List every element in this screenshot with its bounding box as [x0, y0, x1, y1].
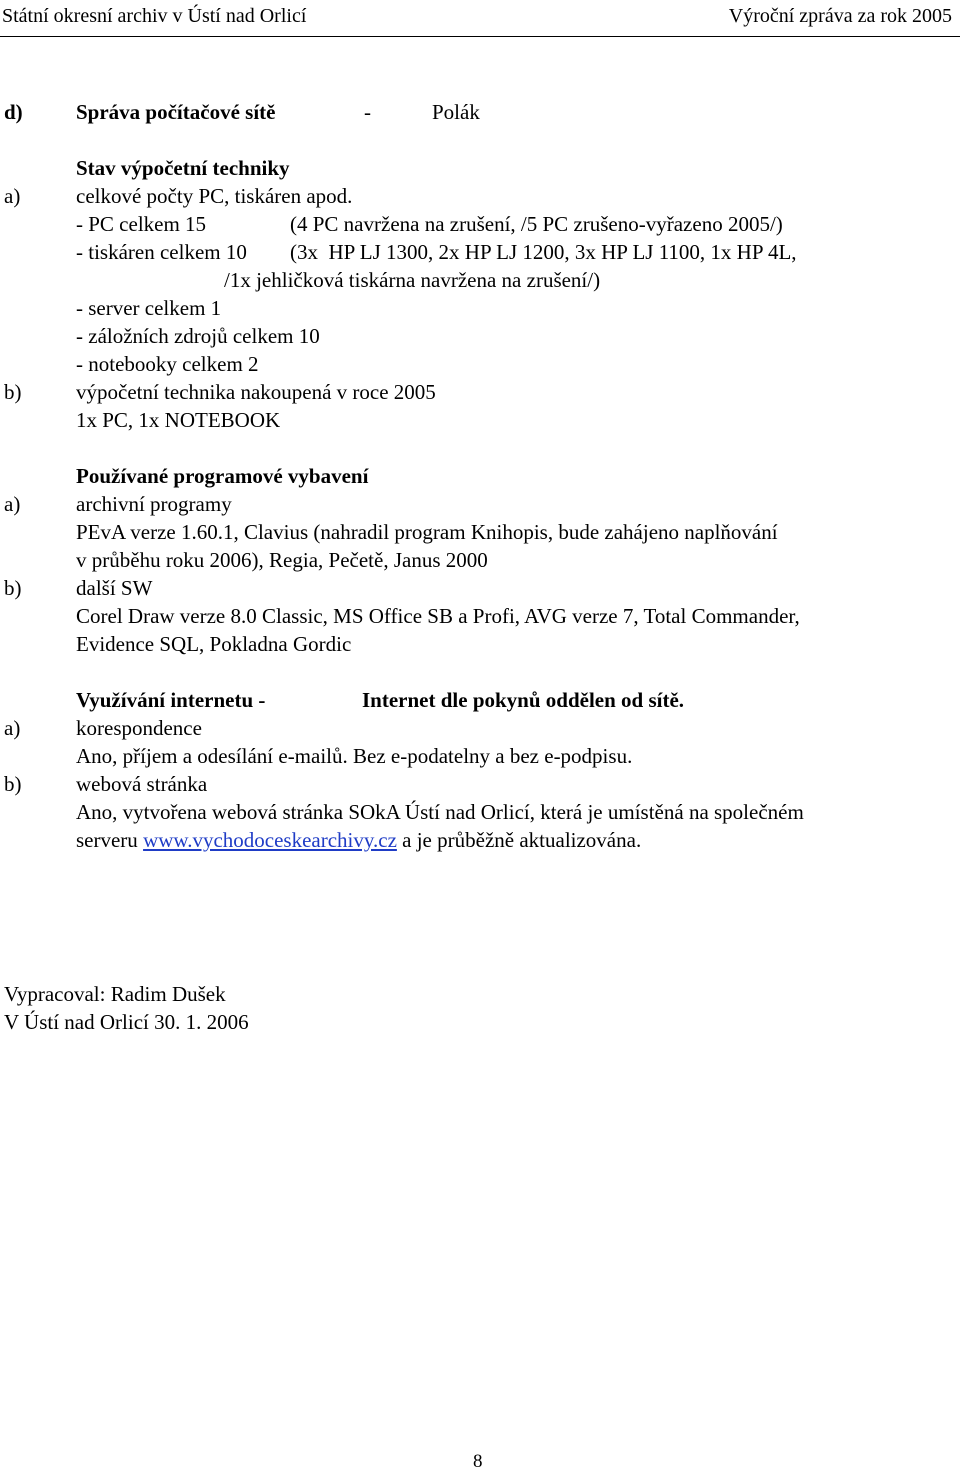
- section-marker: d): [4, 100, 23, 124]
- server-count: - server celkem 1: [76, 296, 222, 320]
- software-a-marker: a): [4, 492, 21, 516]
- pc-detail: (4 PC navržena na zrušení, /5 PC zrušeno-vyřazeno 2005/): [290, 212, 783, 236]
- software-a-line1: PEvA verze 1.60.1, Clavius (nahradil program Knihopis, bude zahájeno naplňování: [76, 520, 778, 544]
- internet-b-line2-pre: serveru: [76, 828, 138, 852]
- notebook-count: - notebooky celkem 2: [76, 352, 259, 376]
- prepared-by: Vypracoval: Radim Dušek: [4, 982, 226, 1006]
- place-date: V Ústí nad Orlicí 30. 1. 2006: [4, 1010, 249, 1034]
- internet-a-marker: a): [4, 716, 21, 740]
- pc-count: - PC celkem 15: [76, 212, 207, 236]
- software-b-marker: b): [4, 576, 22, 600]
- hardware-a-text: celkové počty PC, tiskáren apod.: [76, 184, 353, 208]
- page-number: 8: [473, 1451, 483, 1472]
- section-dash: -: [364, 100, 371, 124]
- hardware-b-detail: 1x PC, 1x NOTEBOOK: [76, 408, 281, 432]
- software-a-line2: v průběhu roku 2006), Regia, Pečetě, Janus 2000: [76, 548, 488, 572]
- software-a-text: archivní programy: [76, 492, 232, 516]
- ups-count: - záložních zdrojů celkem 10: [76, 324, 320, 348]
- software-b-line1: Corel Draw verze 8.0 Classic, MS Office SB a Profi, AVG verze 7, Total Commander,: [76, 604, 800, 628]
- hardware-a-marker: a): [4, 184, 21, 208]
- internet-b-marker: b): [4, 772, 22, 796]
- printer-count: - tiskáren celkem 10: [76, 240, 247, 264]
- internet-a-text: korespondence: [76, 716, 202, 740]
- section-person: Polák: [432, 100, 480, 124]
- hardware-b-text: výpočetní technika nakoupená v roce 2005: [76, 380, 436, 404]
- printer-detail-cont: /1x jehličková tiskárna navržena na zrušení/): [224, 268, 601, 292]
- software-b-line2: Evidence SQL, Pokladna Gordic: [76, 632, 352, 656]
- website-link[interactable]: www.vychodoceskearchivy.cz: [143, 828, 397, 852]
- internet-b-line2-post: a je průběžně aktualizována.: [402, 828, 642, 852]
- hardware-b-marker: b): [4, 380, 22, 404]
- internet-b-line2: [76, 830, 641, 851]
- hardware-heading: Stav výpočetní techniky: [76, 156, 290, 180]
- header-report-title: Výroční zpráva za rok 2005: [728, 5, 952, 27]
- header-rule: [0, 36, 960, 37]
- internet-note: Internet dle pokynů oddělen od sítě.: [362, 688, 685, 712]
- internet-a-detail: Ano, příjem a odesílání e-mailů. Bez e-podatelny a bez e-podpisu.: [76, 744, 633, 768]
- internet-b-line1: Ano, vytvořena webová stránka SOkA Ústí nad Orlicí, která je umístěná na společném: [76, 800, 804, 824]
- section-title: Správa počítačové sítě: [76, 100, 276, 124]
- internet-heading: Využívání internetu -: [76, 688, 266, 712]
- header-archive-name: Státní okresní archiv v Ústí nad Orlicí: [2, 5, 307, 27]
- internet-b-text: webová stránka: [76, 772, 208, 796]
- printer-detail: (3x HP LJ 1300, 2x HP LJ 1200, 3x HP LJ 1100, 1x HP 4L,: [290, 240, 797, 264]
- software-heading: Používané programové vybavení: [76, 464, 369, 488]
- software-b-text: další SW: [76, 576, 153, 600]
